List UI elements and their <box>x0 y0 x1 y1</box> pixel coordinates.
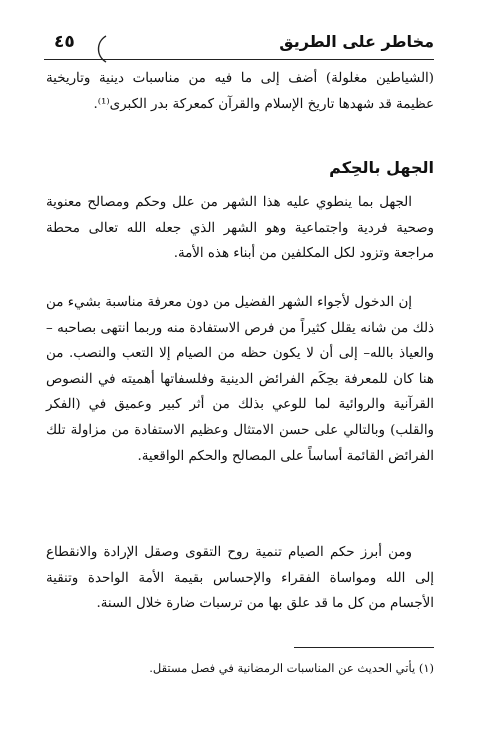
paragraph-2: الجهل بما ينطوي عليه هذا الشهر من علل وحكم ومصالح معنوية وصحية فردية واجتماعية وهو الشهر الذي جعله الله تعالى محطة مراجعة وتزود لكل المكلفين من أبناء هذه الأمة. <box>46 195 434 262</box>
running-title: مخاطر على الطريق <box>279 32 434 51</box>
footnote-rule <box>294 647 434 648</box>
header-rule <box>44 59 434 60</box>
footnote: (١) يأتي الحديث عن المناسبات الرمضانية في فصل مستقل. <box>149 661 434 675</box>
paragraph-4: ومن أبرز حكم الصيام تنمية روح التقوى وصقل الإرادة والانقطاع إلى الله ومواساة الفقراء والإحساس بقيمة الأمة الواحدة وتنقية الأجسام من كل ما قد علق بها من ترسبات ضارة خلال السنة. <box>46 545 434 612</box>
paragraph-1: (الشياطين مغلولة) أضف إلى ما فيه من مناسبات دينية وتاريخية عظيمة قد شهدها تاريخ الإسلام والقرآن كمعركة بدر الكبرى⁽¹⁾. <box>46 71 434 112</box>
paragraph-3: إن الدخول لأجواء الشهر الفضيل من دون معرفة مناسبة بشيء من ذلك من شانه يقلل كثيراً من فرص الاستفادة منه وربما انتهى بصاحبه –والعياذ بالله– إلى أن لا يكون حظه من الصيام إلا التعب والنصب. من هنا كان للمعرفة بحِكَم الفرائض الدينية وفلسفاتها أهميته في النصوص القرآنية والروائية لما للوعي بذلك من أثر كبير وعميق في (الفكر والقلب) وبالتالي على حسن الامتثال وعظيم الاستفادة من مزاولة تلك الفرائض القائمة أساساً على المصالح والحكم الواقعية. <box>46 295 434 464</box>
page-header <box>44 30 434 60</box>
page-number: ٤٥ <box>54 32 75 52</box>
section-heading: الجهل بالحِكم <box>329 158 434 177</box>
